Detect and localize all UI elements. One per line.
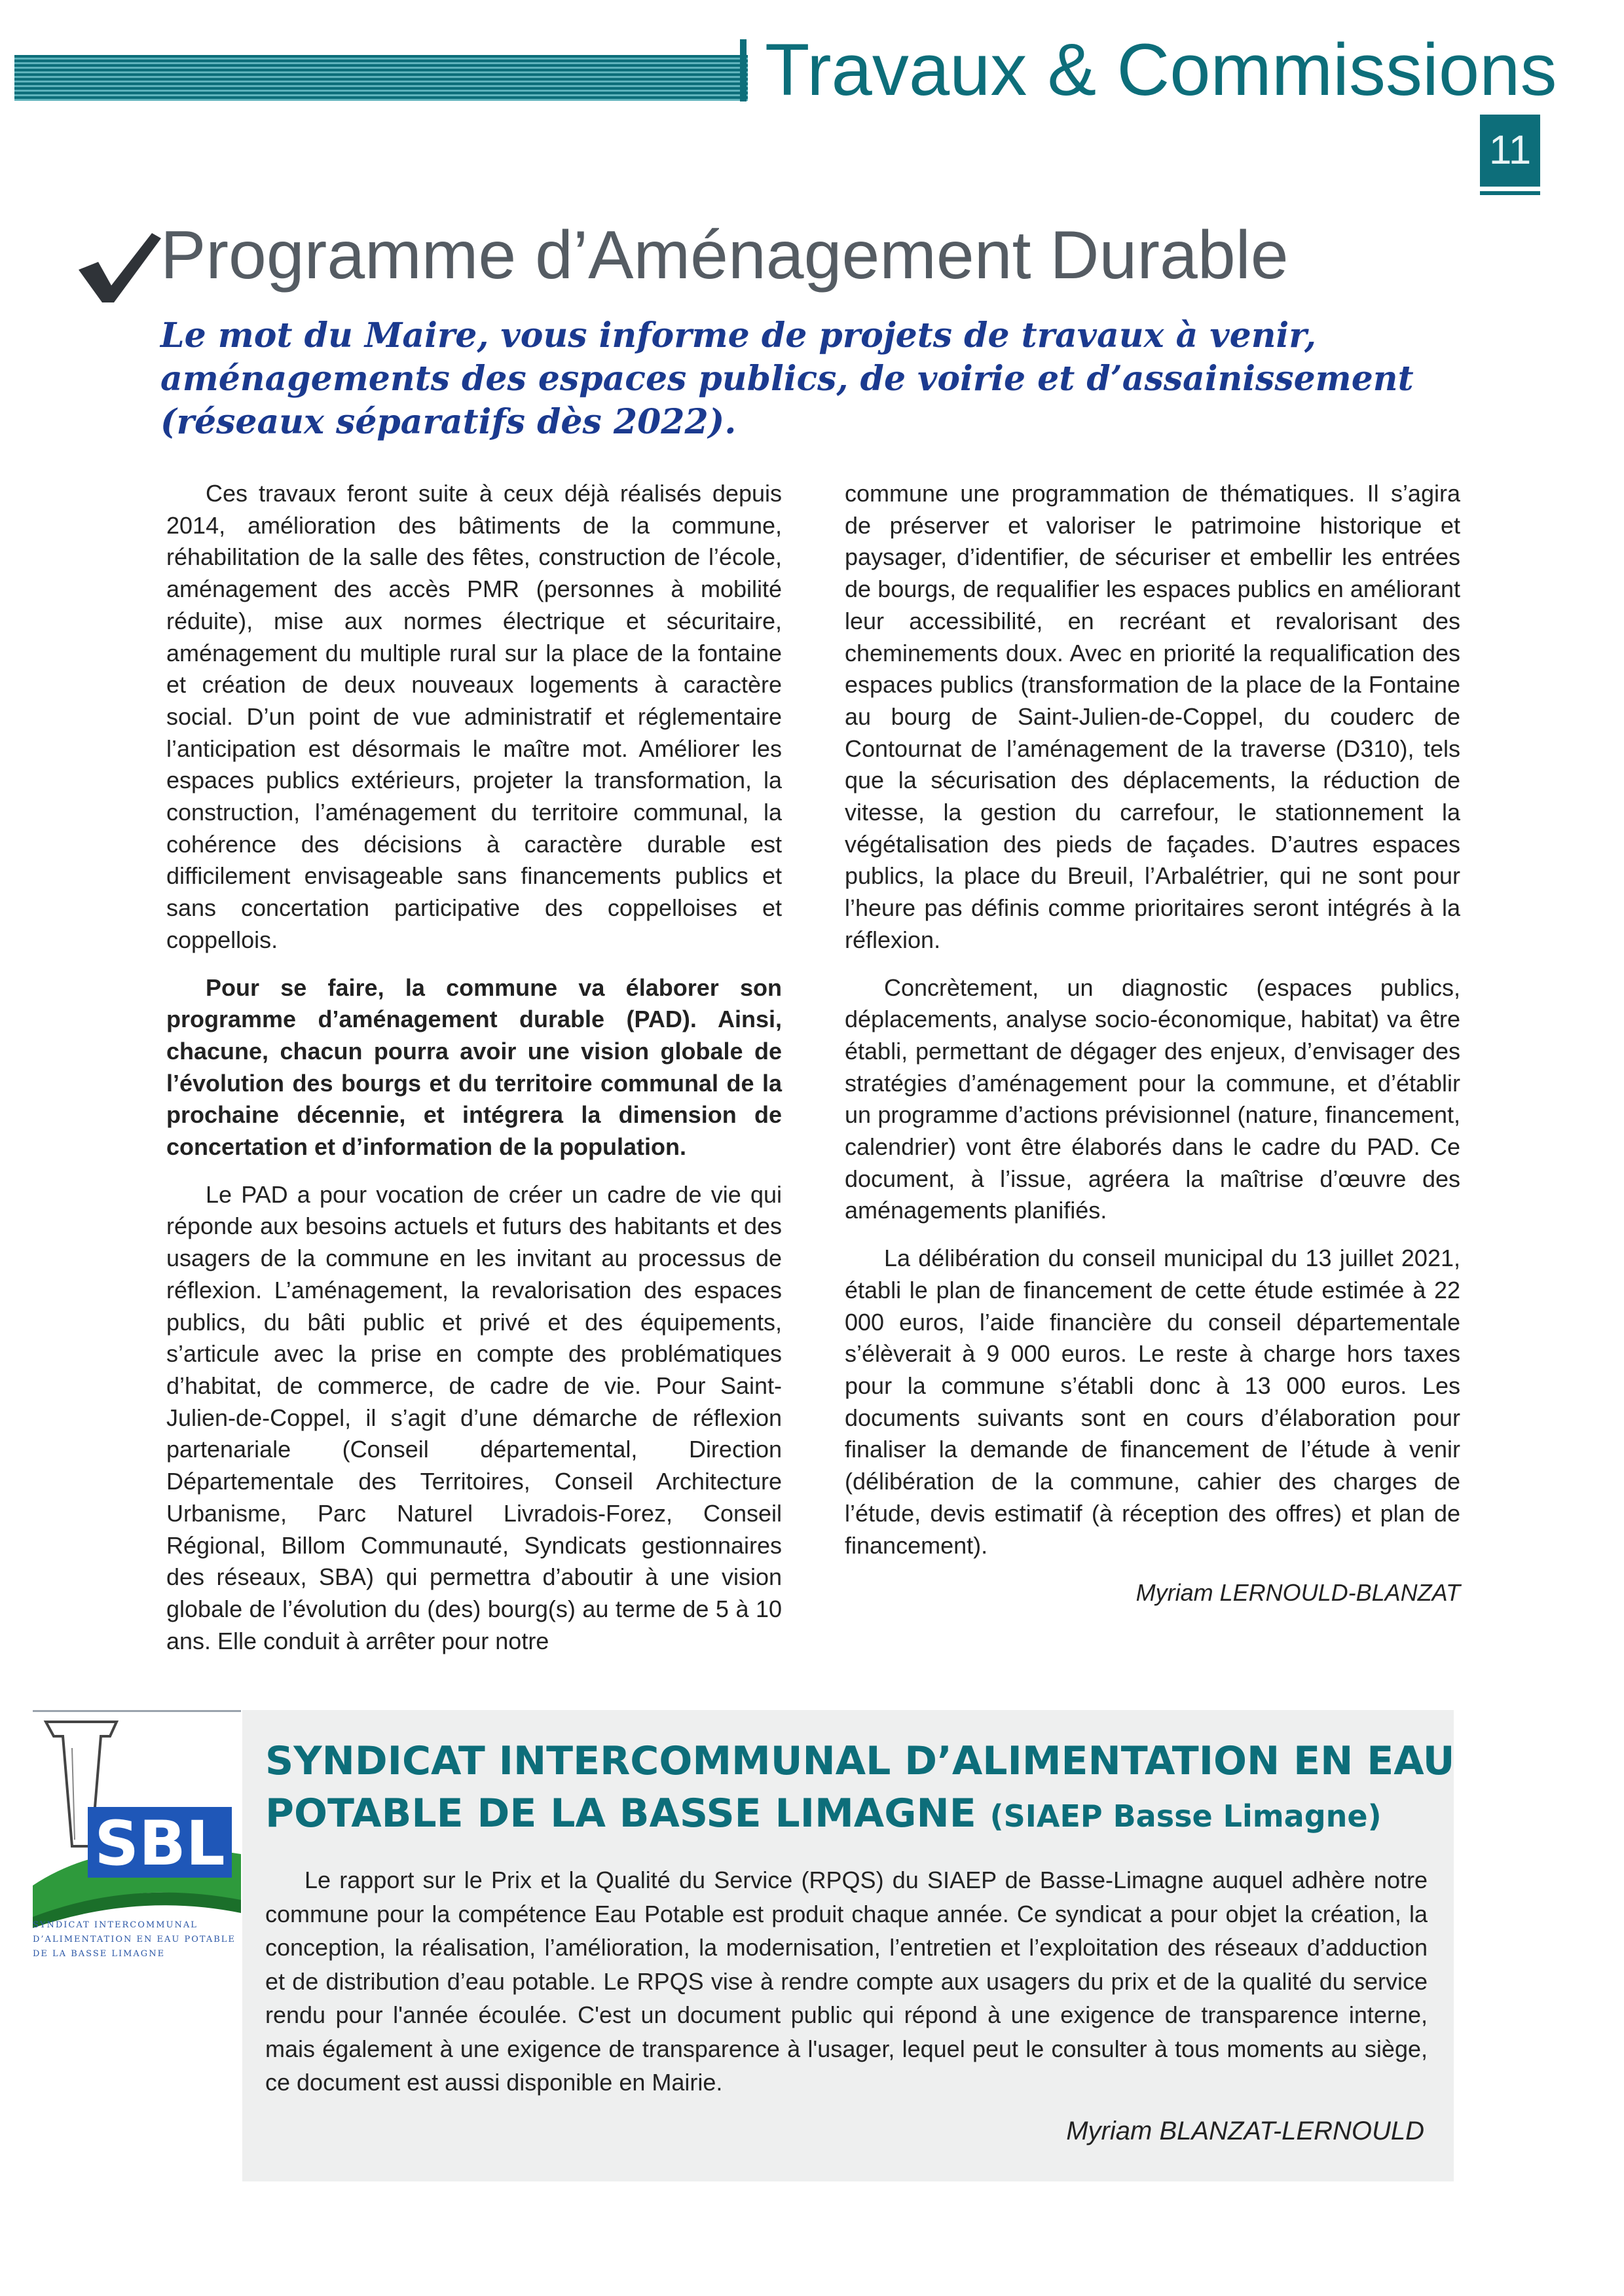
article-right-column xyxy=(845,478,1460,1625)
article-signature: Myriam LERNOULD-BLANZAT xyxy=(1135,1579,1460,1607)
header-stripe-bar xyxy=(14,55,748,101)
header-divider xyxy=(740,39,747,101)
syndicat-title-sub: (SIAEP Basse Limagne) xyxy=(989,1798,1382,1834)
paragraph: La délibération du conseil municipal du 13 juillet 2021, établi le plan de financement de cette étude estimée à 22 000 euros, l’aide financière du conseil départementale s’élèverait à 9 000 euros. Le reste à charge hors taxes pour la commune s’établi donc à 13 000 euros. Les documents suivants sont en cours d’élaboration pour finaliser la demande de financement de l’étude à venir (délibération de la commune, cahier des charges de l’étude, devis estimatif (à réception des offres) et plan de financement). xyxy=(845,1245,1460,1559)
syndicat-signature: Myriam BLANZAT-LERNOULD xyxy=(1066,2117,1424,2145)
syndicat-body xyxy=(265,1863,1428,2100)
section-title: Travaux & Commissions xyxy=(765,29,1557,111)
article-title: Programme d’Aménagement Durable xyxy=(160,217,1289,293)
paragraph: Le PAD a pour vocation de créer un cadre de vie qui réponde aux besoins actuels et futurs des habitants et des usagers de la commune en les invitant au processus de réflexion. L’aménagement, la revalorisation des espaces publics, du bâti public et privé et des équipements, s’articule avec la prise en compte des problématiques d’habitat, de commerce, de cadre de vie. Pour Saint-Julien-de-Coppel, il s’agit d’une démarche de réflexion partenariale (Conseil départemental, Direction Départementale des Territoires, Conseil Architecture Urbanisme, Parc Naturel Livradois-Forez, Conseil Régional, Billom Communauté, Syndicats gestionnaires des réseaux, SBA) qui permettra d’aboutir à une vision globale de l’évolution du (des) bourg(s) au terme de 5 à 10 ans. Elle conduit à arrêter pour notre xyxy=(166,1180,782,1654)
page-number-rule xyxy=(1480,191,1540,195)
syndicat-title xyxy=(265,1735,1457,1842)
page-number: 11 xyxy=(1480,115,1540,187)
logo-caption: SYNDICAT INTERCOMMUNAL D’ALIMENTATION EN EAU POTABLE DE LA BASSE LIMAGNE xyxy=(33,1920,236,1959)
logo-text: SBL xyxy=(94,1808,225,1880)
article-left-column xyxy=(166,478,782,1673)
paragraph: Concrètement, un diagnostic (espaces publics, déplacements, analyse socio-économique, habitat) va être établi, permettant de dégager des enjeux, d’envisager des stratégies d’aménagement pour la commune, et d’établir un programme d’actions prévisionnel (nature, financement, calendrier) vont être élaborés dans le cadre du PAD. Ce document, à l’issue, agréera la maîtrise d’œuvre des aménagements planifiés. xyxy=(845,974,1460,1224)
paragraph-bold: Pour se faire, la commune va élaborer son programme d’aménagement durable (PAD). Ainsi, chacune, chacun pourra avoir une vision globale de l’évolution des bourgs et du territoire communal de la prochaine décennie, et intégrera la dimension de concertation et d’information de la population. xyxy=(166,974,782,1161)
article-lead: Le mot du Maire, vous informe de projets de travaux à venir, aménagements des espaces publics, de voirie et d’assainissement (réseaux séparatifs dès 2022). xyxy=(160,316,1414,442)
checkmark-icon xyxy=(73,229,165,306)
syndicat-title-main: SYNDICAT INTERCOMMUNAL D’ALIMENTATION EN EAU POTABLE DE LA BASSE LIMAGNE xyxy=(265,1738,1455,1836)
paragraph: commune une programmation de thématiques. Il s’agira de préserver et valoriser le patrimoine historique et paysager, d’identifier, de sécuriser et embellir les entrées de bourgs, de requalifier les espaces publics en améliorant leur accessibilité, en recréant et revalorisant des cheminements doux. Avec en priorité la requalification des espaces publics (transformation de la place de la Fontaine au bourg de Saint-Julien-de-Coppel, du couderc de Contournat de l’aménagement de la traverse (D310), tels que la sécurisation des déplacements, la réduction de vitesse, la gestion du carrefour, le stationnement la végétalisation des pieds de façades. D’autres espaces publics, la place du Breuil, l’Arbalétrier, qui ne sont pour l’heure pas définis comme prioritaires seront intégrés à la réflexion. xyxy=(845,480,1460,953)
paragraph: Le rapport sur le Prix et la Qualité du Service (RPQS) du SIAEP de Basse-Limagne auquel adhère notre commune pour la compétence Eau Potable est produit chaque année. Ce syndicat a pour objet la création, la conception, la réalisation, l’amélioration, la modernisation, l’entretien et l’exploitation des réseaux d’adduction et de distribution d’eau potable. Le RPQS vise à rendre compte aux usagers du prix et de la qualité du service rendu pour l'année écoulée. C'est un document public qui répond à une exigence de transparence interne, mais également à une exigence de transparence à l'usager, lequel peut le consulter à tous moments au siège, ce document est aussi disponible en Mairie. xyxy=(265,1867,1428,2096)
paragraph: Ces travaux feront suite à ceux déjà réalisés depuis 2014, amélioration des bâtiments de la commune, réhabilitation de la salle des fêtes, construction de l’école, aménagement des accès PMR (personnes à mobilité réduite), mise aux normes électrique et sécuritaire, aménagement du multiple rural sur la place de la fontaine et création de deux nouveaux logements à caractère social. D’un point de vue administratif et réglementaire l’anticipation est désormais le maître mot. Améliorer les espaces publics extérieurs, projeter la transformation, la construction, l’aménagement du territoire communal, la cohérence des décisions à caractère durable est difficilement envisageable sans financements publics et sans concertation participative des coppelloises et coppellois. xyxy=(166,480,782,953)
